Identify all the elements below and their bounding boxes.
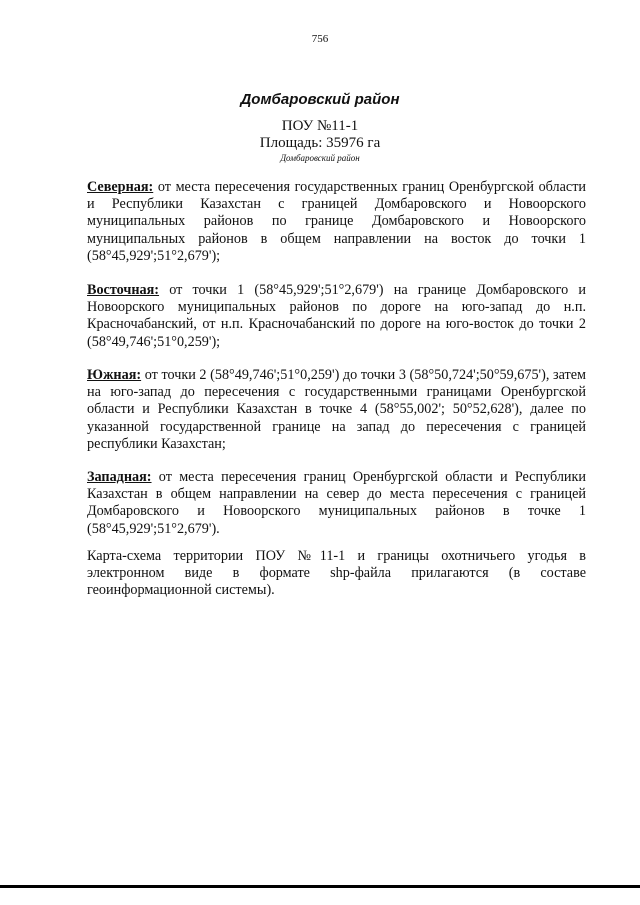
north-label: Северная: [87, 179, 154, 195]
north-text: от места пересечения государственных границ Оренбургской области и Республики Казахстан с границей Домбаровского и Новоорского муниципальных районов по границе Домбаровского и Новоорского муниципальных районов в общем направлении на восток до точки 1 (58°45,929';51°2,679'); [87, 179, 586, 264]
page-number: 756 [311, 33, 329, 45]
south-label: Южная: [87, 367, 142, 383]
east-text: от точки 1 (58°45,929';51°2,679') на границе Домбаровского и Новоорского муниципальных районов по дороге на юго-запад до н.п. Красночабанский, от н.п. Красночабанский по дороге на юго-восток до точки 2 (58°49,746';51°0,259'); [87, 282, 586, 350]
area-value: Площадь: 35976 га [259, 135, 381, 151]
pou-number: ПОУ №11-1 [281, 118, 359, 134]
west-text: от места пересечения границ Оренбургской области и Республики Казахстан в общем направлении на север до места пересечения с границей Домбаровского и Новоорского муниципальных районов в точке 1 (58°45,929';51°2,679'). [87, 469, 586, 537]
east-boundary-paragraph [87, 282, 586, 351]
south-boundary-paragraph [87, 367, 586, 453]
district-subtitle: Домбаровский район [280, 153, 360, 163]
north-boundary-paragraph [87, 179, 586, 265]
south-text: от точки 2 (58°49,746';51°0,259') до точки 3 (58°50,724';50°59,675'), затем на юго-запад до пересечения с государственными границами Оренбургской области и Республики Казахстан в точке 4 (58°55,002'; 50°52,628'), далее по указанной государственной границе на запад до пересечения с границей республики Казахстан; [87, 367, 586, 452]
bottom-divider [0, 885, 640, 888]
district-title: Домбаровский район [240, 91, 400, 108]
east-label: Восточная: [87, 282, 160, 298]
west-label: Западная: [87, 469, 152, 485]
west-boundary-paragraph [87, 469, 586, 538]
map-note-paragraph: Карта-схема территории ПОУ №11-1 и границы охотничьего угодья в электронном виде в формате shp-файла прилагаются (в составе геоинформационной системы). [87, 548, 586, 599]
